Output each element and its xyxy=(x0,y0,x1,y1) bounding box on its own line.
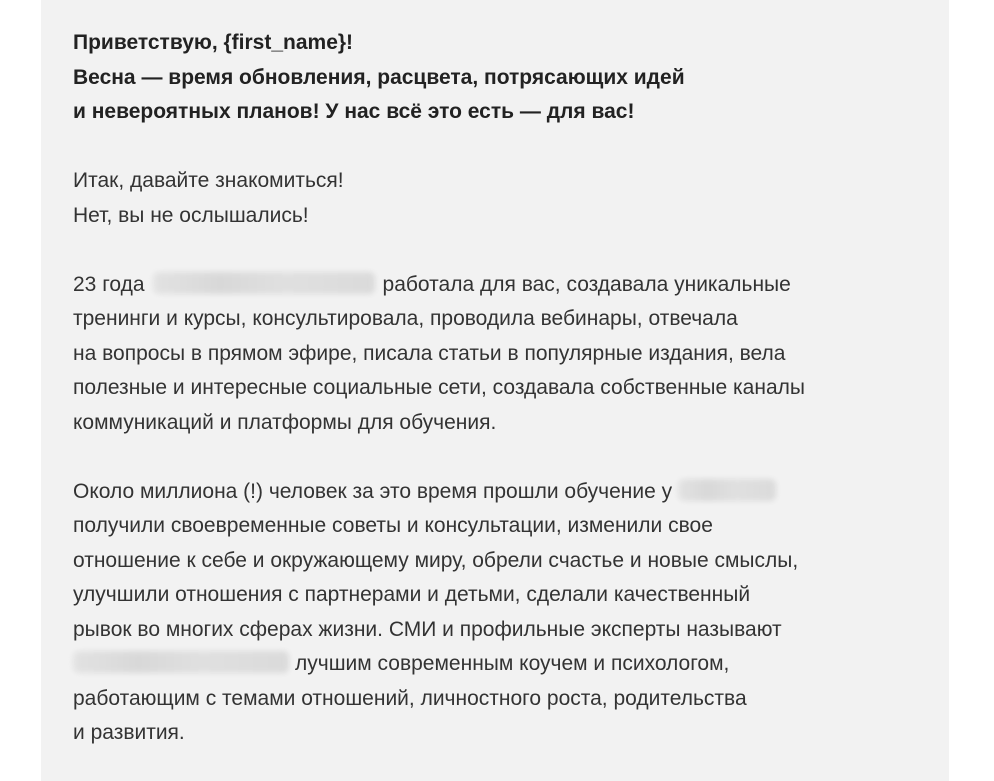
email-content xyxy=(73,26,933,751)
experience-line-1 xyxy=(73,268,933,303)
results-line-3: отношение к себе и окружающему миру, обрели счастье и новые смыслы, xyxy=(73,548,799,572)
results-paragraph xyxy=(73,475,933,751)
intro-line-1: Итак, давайте знакомиться! xyxy=(73,169,344,192)
experience-line-1-start: 23 года xyxy=(73,272,145,296)
intro-line-2: Нет, вы не ослышались! xyxy=(73,203,309,227)
experience-paragraph xyxy=(73,268,933,441)
redacted-name-blur xyxy=(153,272,375,294)
redacted-name-blur xyxy=(73,651,289,673)
redacted-name-blur xyxy=(678,479,776,501)
intro-paragraph xyxy=(73,164,933,233)
results-line-1 xyxy=(73,475,933,510)
results-line-4: улучшили отношения с партнерами и детьми, сделали качественный xyxy=(73,583,751,606)
results-line-5: рывок во многих сферах жизни. СМИ и профильные эксперты называют xyxy=(73,617,782,641)
experience-line-5: коммуникаций и платформы для обучения. xyxy=(73,410,497,434)
email-body-panel xyxy=(41,0,949,781)
greeting-line: Приветствую, {first_name}! xyxy=(73,31,354,54)
results-line-8: и развития. xyxy=(73,721,185,744)
results-line-6 xyxy=(73,647,933,682)
experience-line-2: тренинги и курсы, консультировала, проводила вебинары, отвечала xyxy=(73,307,738,330)
email-headline xyxy=(73,26,933,130)
results-line-7: работающим с темами отношений, личностного роста, родительства xyxy=(73,686,747,710)
results-line-2: получили своевременные советы и консультации, изменили свое xyxy=(73,514,713,537)
experience-line-3: на вопросы в прямом эфире, писала статьи в популярные издания, вела xyxy=(73,341,786,365)
experience-line-1-end: работала для вас, создавала уникальные xyxy=(382,272,791,296)
headline-line-1: Весна — время обновления, расцвета, потрясающих идей xyxy=(73,65,685,89)
results-line-1-start: Около миллиона (!) человек за это время прошли обучение у xyxy=(73,479,673,503)
results-line-6-end: лучшим современным коучем и психологом, xyxy=(295,652,730,675)
experience-line-4: полезные и интересные социальные сети, создавала собственные каналы xyxy=(73,376,805,399)
headline-line-2: и невероятных планов! У нас всё это есть — для вас! xyxy=(73,100,635,123)
